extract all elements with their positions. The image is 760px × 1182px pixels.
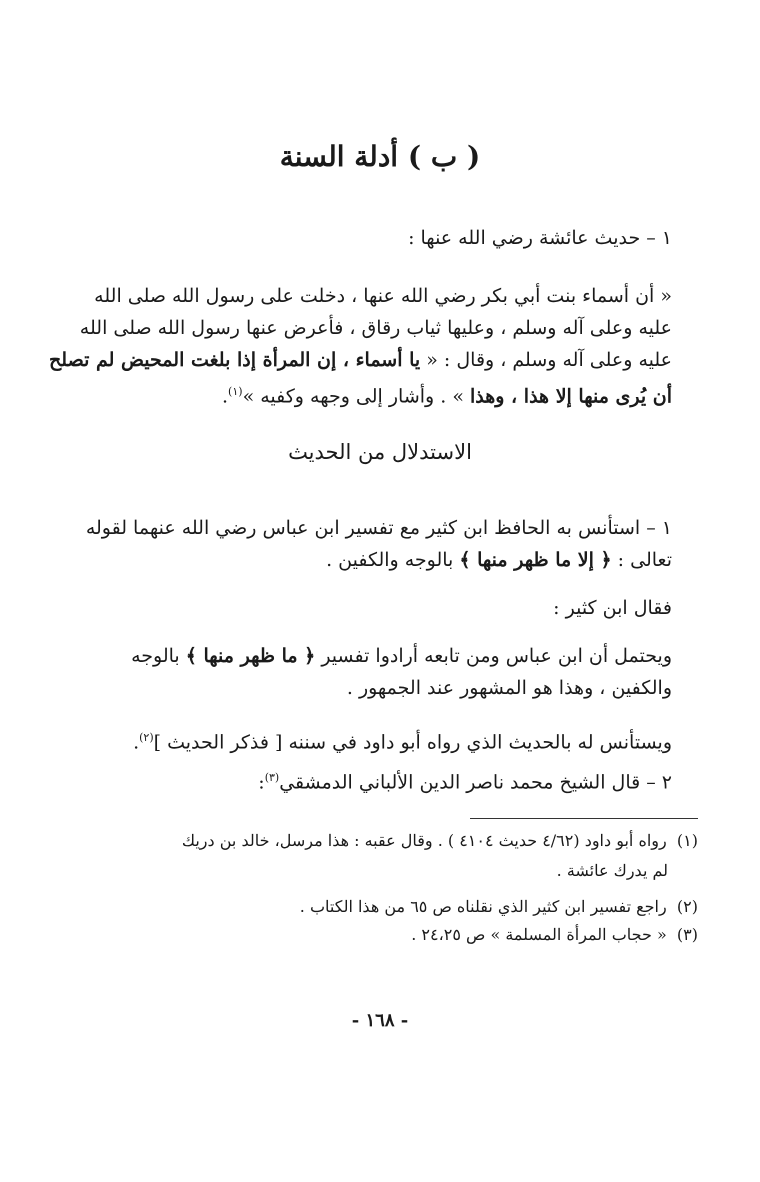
hadith-line-3-bold: يا أسماء ، إن المرأة إذا بلغت المحيض لم تصلح: [49, 349, 421, 371]
quote-line-1-c: بالوجه: [131, 645, 186, 667]
hadith-line-1: « أن أسماء بنت أبي بكر رضي الله عنها ، دخلت على رسول الله صلى الله: [94, 285, 672, 307]
hadith-line-4-bold: أن يُرى منها إلا هذا ، وهذا: [470, 385, 672, 408]
footnote-1-text: رواه أبو داود (٤/٦٢ حديث ٤١٠٤ ) . وقال عقبه : هذا مرسل، خالد بن دريك: [181, 831, 667, 850]
supports-line: [133, 722, 672, 758]
hadith-line-3-text: عليه وعلى آله وسلم ، وقال : «: [420, 349, 672, 371]
point1-line-2-c: بالوجه والكفين .: [326, 549, 460, 571]
hadith-line-3: [49, 344, 672, 376]
footnote-divider: [470, 818, 698, 819]
section-heading: ( ب ) أدلة السنة: [279, 140, 481, 173]
quote-line-1: [131, 640, 672, 672]
quran-quote: ﴿ إلا ما ظهر منها ﴾: [459, 549, 612, 571]
quote-line-2: والكفين ، وهذا هو المشهور عند الجمهور .: [346, 677, 672, 699]
footnote-3-text: « حجاب المرأة المسلمة » ص ٢٤،٢٥ .: [411, 925, 667, 944]
footnote-ref-3: (٣): [264, 771, 280, 784]
supports-text: ويستأنس له بالحديث الذي رواه أبو داود في سننه [ فذكر الحديث ]: [153, 731, 672, 754]
footnote-2-text: راجع تفسير ابن كثير الذي نقلناه ص ٦٥ من هذا الكتاب .: [299, 897, 667, 916]
hadith-intro: ١ – حديث عائشة رضي الله عنها :: [408, 227, 672, 249]
footnote-3-num: (٣): [676, 925, 698, 944]
quran-quote-2: ﴿ ما ظهر منها ﴾: [185, 645, 316, 667]
point1-line-1: ١ – استأنس به الحافظ ابن كثير مع تفسير ابن عباس رضي الله عنهما لقوله: [85, 517, 672, 539]
hadith-line-4: أن يُرى منها إلا هذا ، وهذا » . وأشار إلى وجهه وكفيه »$^{(١)}$.: [222, 385, 672, 408]
section-subtitle: الاستدلال من الحديث: [288, 440, 472, 464]
point2-text: ٢ – قال الشيخ محمد ناصر الدين الألباني الدمشقي: [279, 771, 672, 794]
footnote-ref-2: (٢): [139, 731, 154, 744]
footnote-1-num: (١): [676, 831, 698, 850]
point2-end: :: [258, 771, 265, 794]
footnote-ref-1: (١): [228, 385, 243, 398]
point2-line: [258, 762, 672, 798]
footnote-2: [300, 892, 698, 922]
ibn-kathir-said: فقال ابن كثير :: [553, 597, 672, 619]
point1-line-2: [326, 544, 672, 576]
supports-end: .: [133, 731, 140, 754]
footnote-3: [411, 920, 698, 950]
page-number: - ١٦٨ -: [351, 1010, 409, 1031]
footnote-1-cont: لم يدرك عائشة .: [556, 861, 668, 880]
hadith-line-2: عليه وعلى آله وسلم ، وعليها ثياب رقاق ، فأعرض عنها رسول الله صلى الله: [79, 317, 672, 339]
quote-line-1-a: ويحتمل أن ابن عباس ومن تابعه أرادوا تفسير: [315, 645, 672, 667]
footnote-2-num: (٢): [676, 897, 698, 916]
hadith-line-4-text: » . وأشار إلى وجهه وكفيه »: [242, 385, 470, 408]
footnote-1: [182, 826, 698, 856]
point1-line-2-a: تعالى :: [611, 549, 672, 571]
